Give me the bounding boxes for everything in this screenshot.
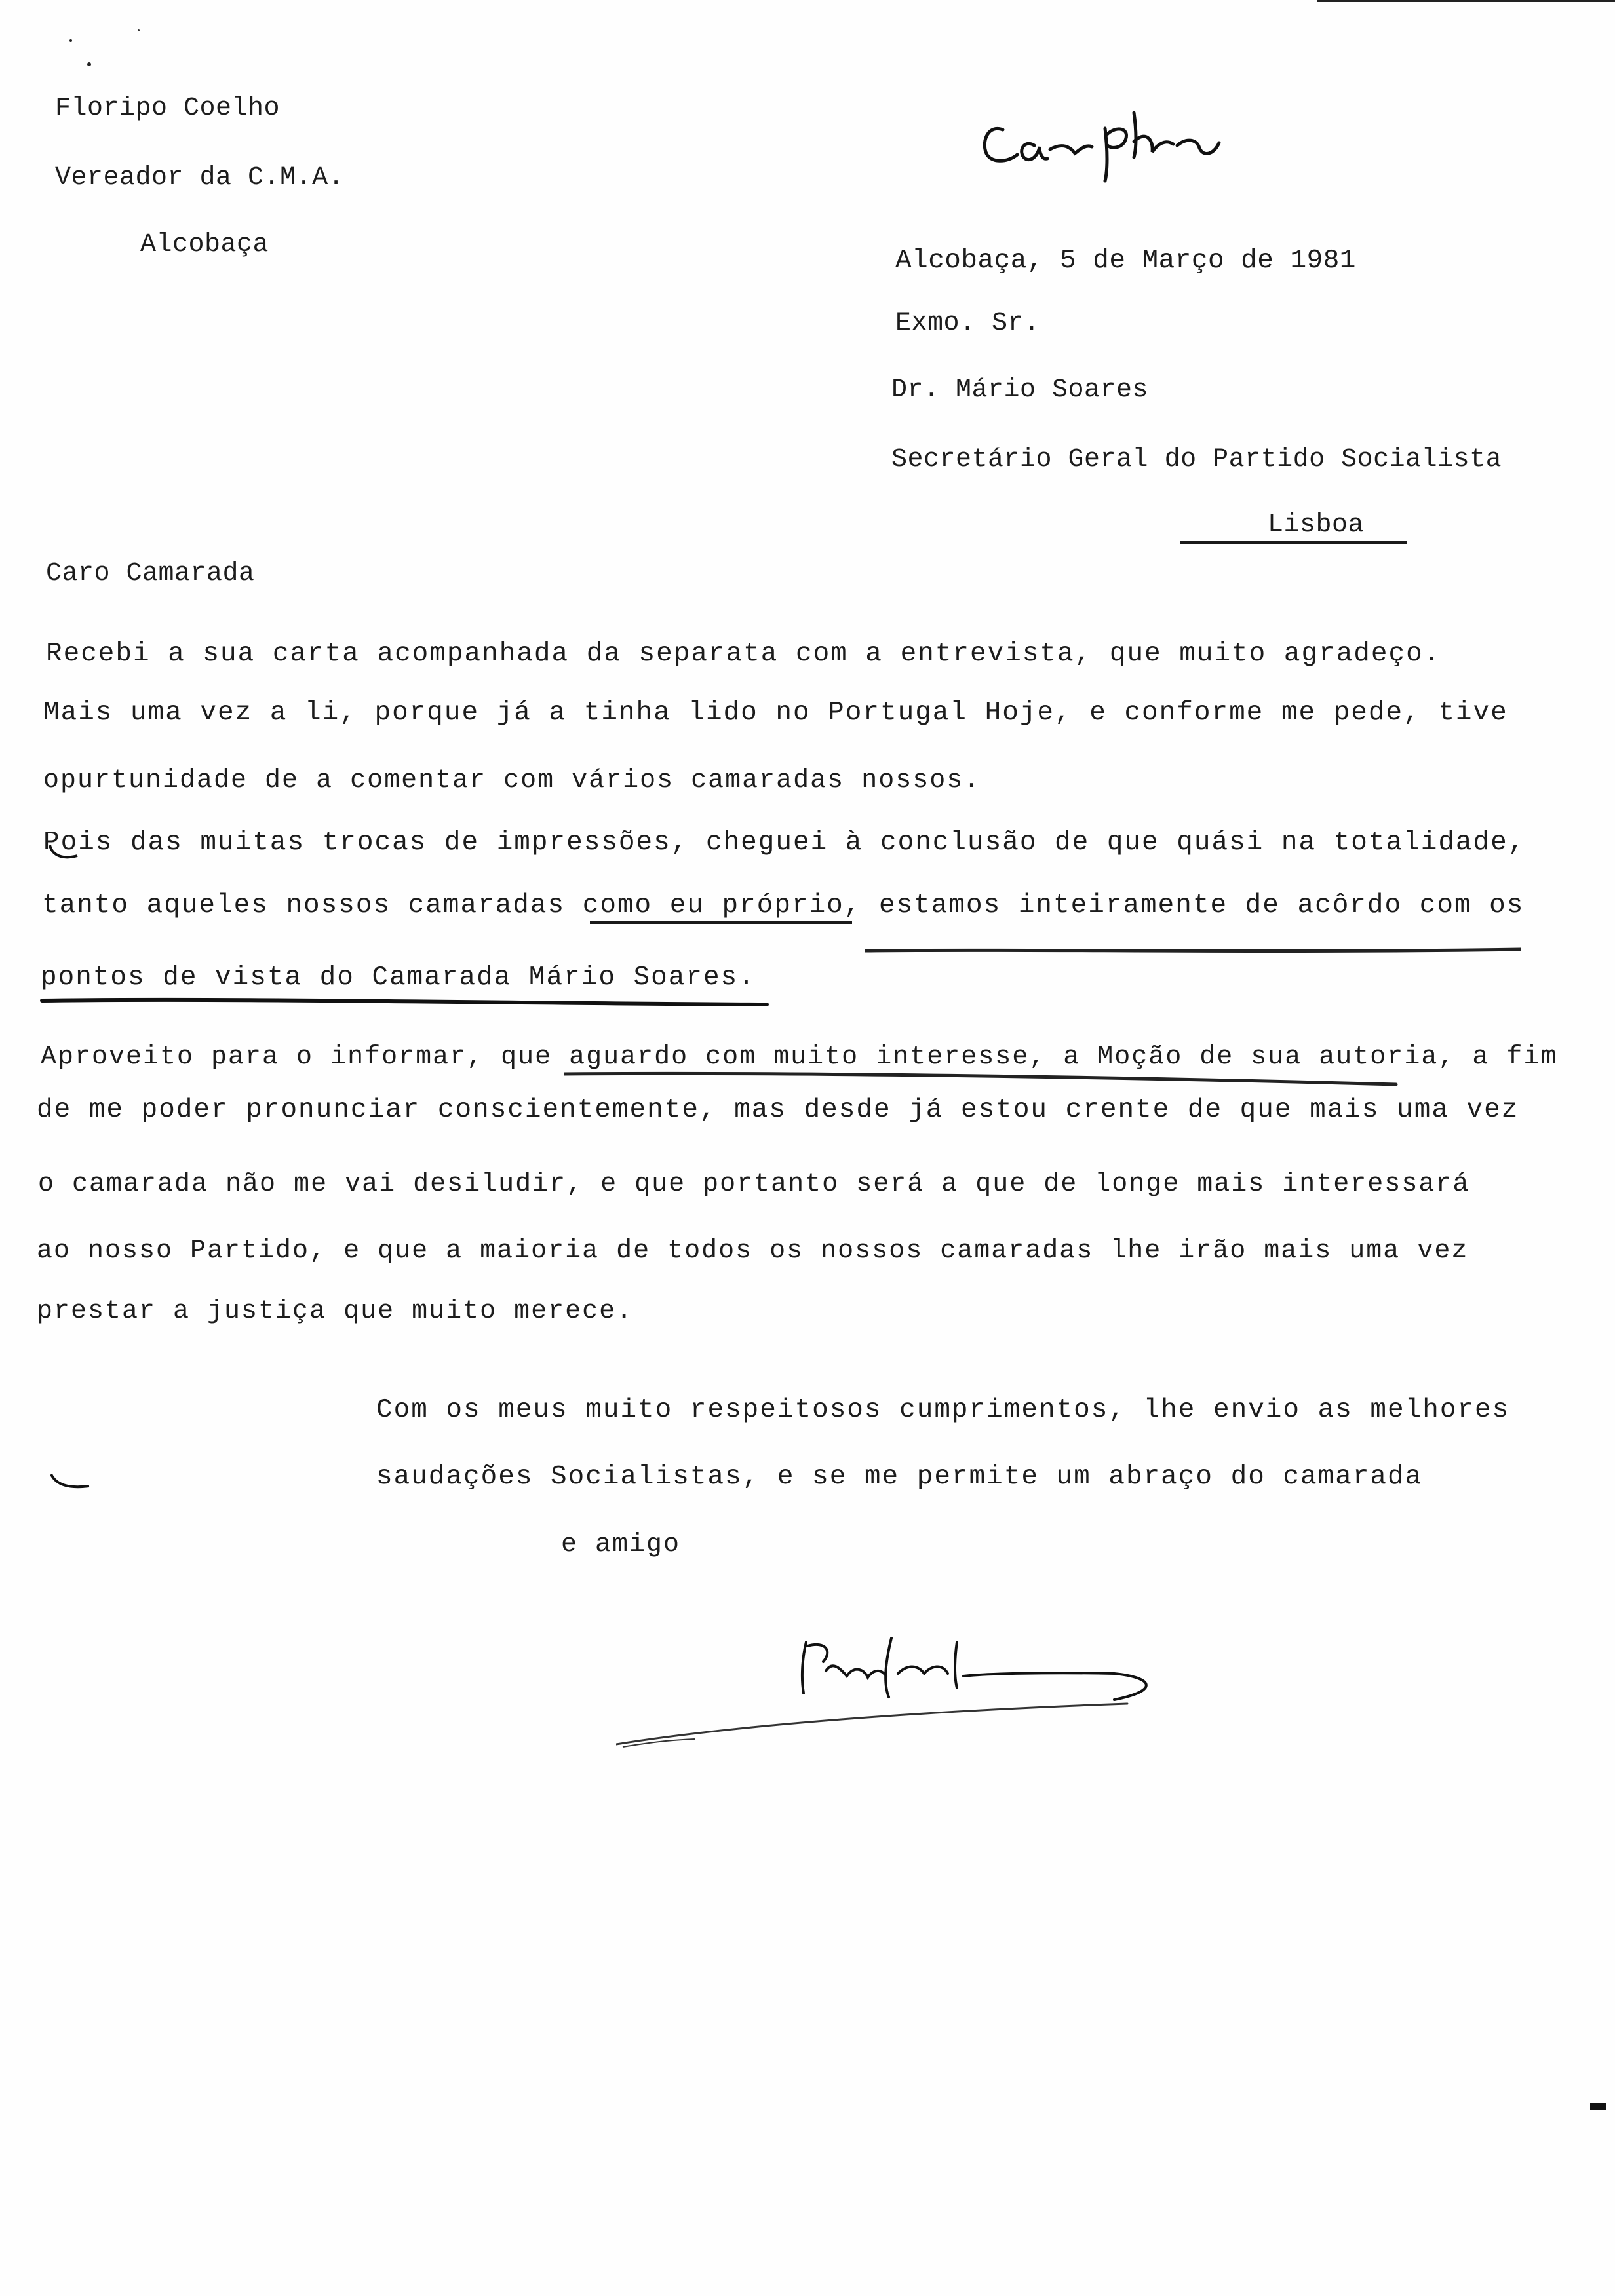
underline-como-eu-proprio xyxy=(590,921,852,924)
margin-mark xyxy=(47,843,80,862)
body-line: Aproveito para o informar, que aguardo com muito interesse, a Moção de sua autoria, a fim xyxy=(41,1043,1558,1072)
recipient-salutation: Exmo. Sr. xyxy=(895,309,1040,338)
body-line: tanto aqueles nossos camaradas como eu próprio, estamos inteiramente de acôrdo com os xyxy=(42,890,1525,921)
handwritten-annotation xyxy=(977,98,1239,183)
body-line: ao nosso Partido, e que a maioria de todos os nossos camaradas lhe irão mais uma vez xyxy=(37,1236,1469,1266)
body-line: Pois das muitas trocas de impressões, cheguei à conclusão de que quási na totalidade, xyxy=(43,828,1526,858)
body-line: prestar a justiça que muito merece. xyxy=(37,1297,634,1326)
closing-line: Com os meus muito respeitosos cumprimentos, lhe envio as melhores xyxy=(376,1395,1510,1425)
date-line: Alcobaça, 5 de Março de 1981 xyxy=(895,246,1356,276)
scan-speck xyxy=(69,39,72,42)
body-line: pontos de vista do Camarada Mário Soares. xyxy=(41,963,756,993)
scan-speck xyxy=(87,62,91,66)
underline-pontos-de-vista xyxy=(39,988,773,1004)
scan-speck xyxy=(138,29,140,31)
body-line: Mais uma vez a li, porque já a tinha lido no Portugal Hoje, e conforme me pede, tive xyxy=(43,698,1508,728)
underline-estamos-acordo xyxy=(865,936,1521,945)
sender-town: Alcobaça xyxy=(140,230,269,259)
closing-line: e amigo xyxy=(561,1530,681,1559)
closing-line: saudações Socialistas, e se me permite um abraço do camarada xyxy=(376,1462,1423,1492)
scan-edge-line xyxy=(1317,0,1615,2)
recipient-city: Lisboa xyxy=(1268,510,1365,540)
sender-role: Vereador da C.M.A. xyxy=(55,163,345,193)
body-line: Recebi a sua carta acompanhada da separata com a entrevista, que muito agradeço. xyxy=(46,639,1441,669)
recipient-name: Dr. Mário Soares xyxy=(891,375,1149,405)
greeting: Caro Camarada xyxy=(46,559,255,588)
body-line: o camarada não me vai desiludir, e que portanto será a que de longe mais interessará xyxy=(38,1170,1470,1199)
scan-edge-mark xyxy=(1590,2103,1606,2110)
body-line: de me poder pronunciar conscientemente, mas desde já estou crente de que mais uma vez xyxy=(37,1095,1519,1125)
underline-aguardo-mocao xyxy=(564,1069,1403,1088)
body-line: opurtunidade de a comentar com vários camaradas nossos. xyxy=(43,766,981,795)
recipient-title: Secretário Geral do Partido Socialista xyxy=(891,445,1502,474)
recipient-city-underline xyxy=(1180,541,1407,544)
sender-name: Floripo Coelho xyxy=(55,94,281,123)
signature xyxy=(616,1605,1167,1763)
margin-mark xyxy=(49,1472,92,1491)
